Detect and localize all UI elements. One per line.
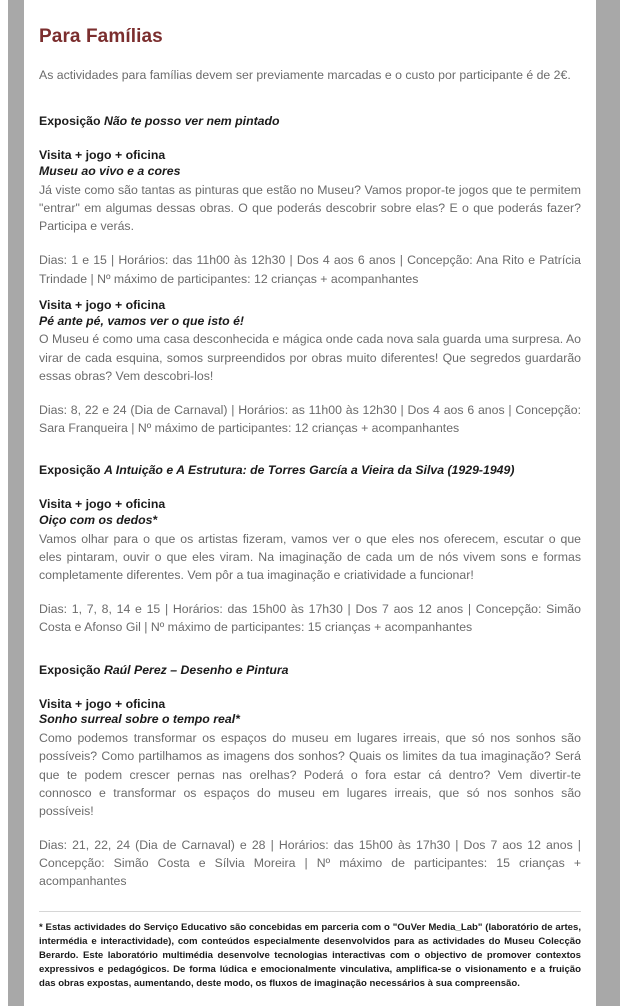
activity-kind: Visita + jogo + oficina: [39, 696, 166, 711]
activity-description: Já viste como são tantas as pinturas que estão no Museu? Vamos propor-te jogos que te permitem "entrar" em algumas dessas obras. O que poderás descobrir sobre elas? E o que poderás fazer? Participa e verás.: [39, 182, 581, 234]
exposition-heading: [39, 463, 581, 477]
activity-meta: Dias: 1, 7, 8, 14 e 15 | Horários: das 15h00 às 17h30 | Dos 7 aos 12 anos | Concepção: Simão Costa e Afonso Gil | Nº máximo de participantes: 15 crianças + acompanhantes: [39, 602, 581, 635]
footnote-divider: [39, 911, 581, 912]
activity-name: Museu ao vivo e a cores: [39, 164, 181, 179]
activity-meta: Dias: 21, 22, 24 (Dia de Carnaval) e 28 | Horários: das 15h00 às 17h30 | Dos 7 aos 12 anos | Concepção: Simão Costa e Sílvia Moreira | Nº máximo de participantes: 15 crianças + acompanhantes: [39, 838, 581, 889]
exposition-section: [39, 463, 581, 636]
activity-description: Vamos olhar para o que os artistas fizeram, vamos ver o que eles nos oferecem, escutar o que eles pintaram, ouvir o que eles viram. Na imaginação de cada um de nós vivem sons e formas completamente diferentes. Vem pôr a tua imaginação e criatividade a funcionar!: [39, 531, 581, 583]
exposition-title: A Intuição e A Estrutura: de Torres García a Vieira da Silva (1929-1949): [103, 463, 515, 478]
page-sheet: [24, 0, 596, 1006]
exposition-section: [39, 114, 581, 437]
content-container: [24, 0, 596, 992]
exposition-section: [39, 663, 581, 891]
exposition-heading: [39, 663, 581, 677]
activity-kind: Visita + jogo + oficina: [39, 497, 166, 512]
activity-name: Oiço com os dedos*: [39, 512, 158, 527]
exposition-heading: [39, 114, 581, 128]
activity-block: [39, 148, 581, 287]
exposition-title: Raúl Perez – Desenho e Pintura: [103, 662, 289, 677]
activity-block: [39, 497, 581, 636]
activity-block: [39, 298, 581, 437]
left-page-gutter: [8, 0, 24, 1006]
activity-block: [39, 697, 581, 891]
activity-name: Pé ante pé, vamos ver o que isto é!: [39, 313, 245, 328]
footnote-text: * Estas actividades do Serviço Educativo são concebidas em parceria com o "OuVer Media_Lab" (laboratório de artes, intermédia e interactividade), com conteúdos especialmente desenvolvidos para as actividades do Museu Colecção Berardo. Este laboratório multimédia desenvolve tecnologias interactivas com o objectivo de promover contextos expressivos e pedagógicos. De forma lúdica e emocionalmente vinculativa, amplifica-se o visionamento e a fruição das obras expostas, aumentando, deste modo, os fluxos de imaginação necessários à sua compreensão.: [39, 921, 581, 990]
activity-meta: Dias: 8, 22 e 24 (Dia de Carnaval) | Horários: as 11h00 às 12h30 | Dos 4 aos 6 anos | Concepção: Sara Franqueira | Nº máximo de participantes: 12 crianças + acompanhantes: [39, 402, 581, 436]
activity-kind: Visita + jogo + oficina: [39, 297, 166, 312]
activity-description: O Museu é como uma casa desconhecida e mágica onde cada nova sala guarda uma surpresa. Ao virar de cada esquina, somos surpreendidos por obras muito diferentes! Que segredos guardarão essas obras? Vem descobri-los!: [39, 332, 581, 383]
exposition-prefix: Exposição: [39, 463, 104, 478]
intro-paragraph: As actividades para famílias devem ser previamente marcadas e o custo por participante é de 2€.: [39, 68, 571, 82]
activity-meta: Dias: 1 e 15 | Horários: das 11h00 às 12h30 | Dos 4 aos 6 anos | Concepção: Ana Rito e Patrícia Trindade | Nº máximo de participantes: 12 crianças + acompanhantes: [39, 253, 581, 286]
page-title: Para Famílias: [39, 26, 163, 47]
exposition-prefix: Exposição: [39, 114, 104, 129]
activity-kind: Visita + jogo + oficina: [39, 148, 166, 163]
activity-description: Como podemos transformar os espaços do museu em lugares irreais, que só nos sonhos são possíveis? Como partilhamos as imagens dos sonhos? Quais os limites da tua imaginação? Será que te podem crescer pernas nas orelhas? Poderá o fora estar cá dentro? Vem divertir-te connosco e transformar os espaços do museu em lugares irreais, que só nos sonhos são possíveis!: [39, 731, 581, 818]
right-page-gutter: [596, 0, 620, 1006]
exposition-title: Não te posso ver nem pintado: [103, 114, 280, 129]
exposition-prefix: Exposição: [39, 662, 104, 677]
activity-name: Sonho surreal sobre o tempo real*: [39, 712, 240, 727]
